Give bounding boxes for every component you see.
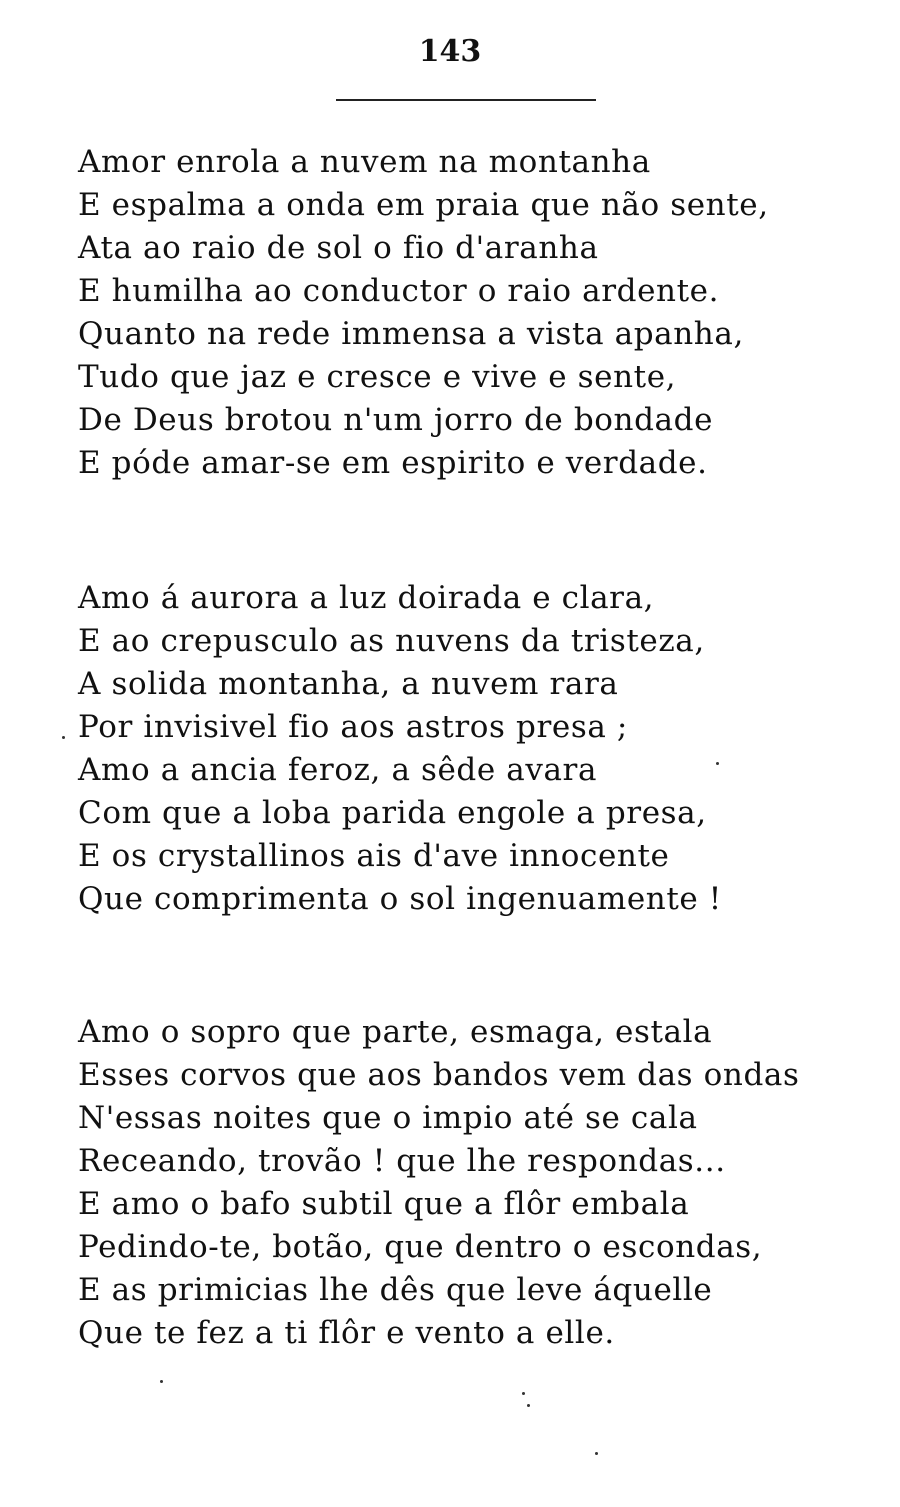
verse-line: N'essas noites que o impio até se cala <box>78 1100 698 1136</box>
scan-speck <box>160 1380 163 1383</box>
verse-line: Com que a loba parida engole a presa, <box>78 795 707 831</box>
verse-line: Que comprimenta o sol ingenuamente ! <box>78 881 722 917</box>
verse-line: Que te fez a ti flôr e vento a elle. <box>78 1315 615 1351</box>
stanza-2 <box>78 577 722 921</box>
verse-line: E as primicias lhe dês que leve áquelle <box>78 1272 713 1308</box>
verse-line: E os crystallinos ais d'ave innocente <box>78 838 670 874</box>
scan-speck <box>62 736 65 739</box>
page-number: 143 <box>418 34 482 69</box>
verse-line: Receando, trovão ! que lhe respondas... <box>78 1143 726 1179</box>
verse-line: E espalma a onda em praia que não sente, <box>78 187 769 223</box>
scan-speck <box>527 1404 530 1407</box>
verse-line: Amo á aurora a luz doirada e clara, <box>78 580 655 616</box>
verse-line: Amo a ancia feroz, a sêde avara <box>78 752 598 788</box>
header-rule <box>336 99 596 101</box>
verse-line: E póde amar-se em espirito e verdade. <box>78 445 708 481</box>
scan-speck <box>522 1392 525 1395</box>
verse-line: Amo o sopro que parte, esmaga, estala <box>78 1014 713 1050</box>
scan-speck <box>716 762 719 765</box>
verse-line: Quanto na rede immensa a vista apanha, <box>78 316 744 352</box>
verse-line: Por invisivel fio aos astros presa ; <box>78 709 628 745</box>
verse-line: Tudo que jaz e cresce e vive e sente, <box>78 359 677 395</box>
stanza-3 <box>78 1011 799 1355</box>
stanza-1 <box>78 141 769 485</box>
scan-speck <box>595 1452 598 1455</box>
verse-line: E amo o bafo subtil que a flôr embala <box>78 1186 690 1222</box>
verse-line: E humilha ao conductor o raio ardente. <box>78 273 720 309</box>
verse-line: Esses corvos que aos bandos vem das ondas <box>78 1057 800 1093</box>
verse-line: E ao crepusculo as nuvens da tristeza, <box>78 623 705 659</box>
verse-line: Ata ao raio de sol o fio d'aranha <box>78 230 599 266</box>
verse-line: A solida montanha, a nuvem rara <box>78 666 619 702</box>
verse-line: Amor enrola a nuvem na montanha <box>78 144 651 180</box>
verse-line: Pedindo-te, botão, que dentro o escondas, <box>78 1229 763 1265</box>
verse-line: De Deus brotou n'um jorro de bondade <box>78 402 714 438</box>
